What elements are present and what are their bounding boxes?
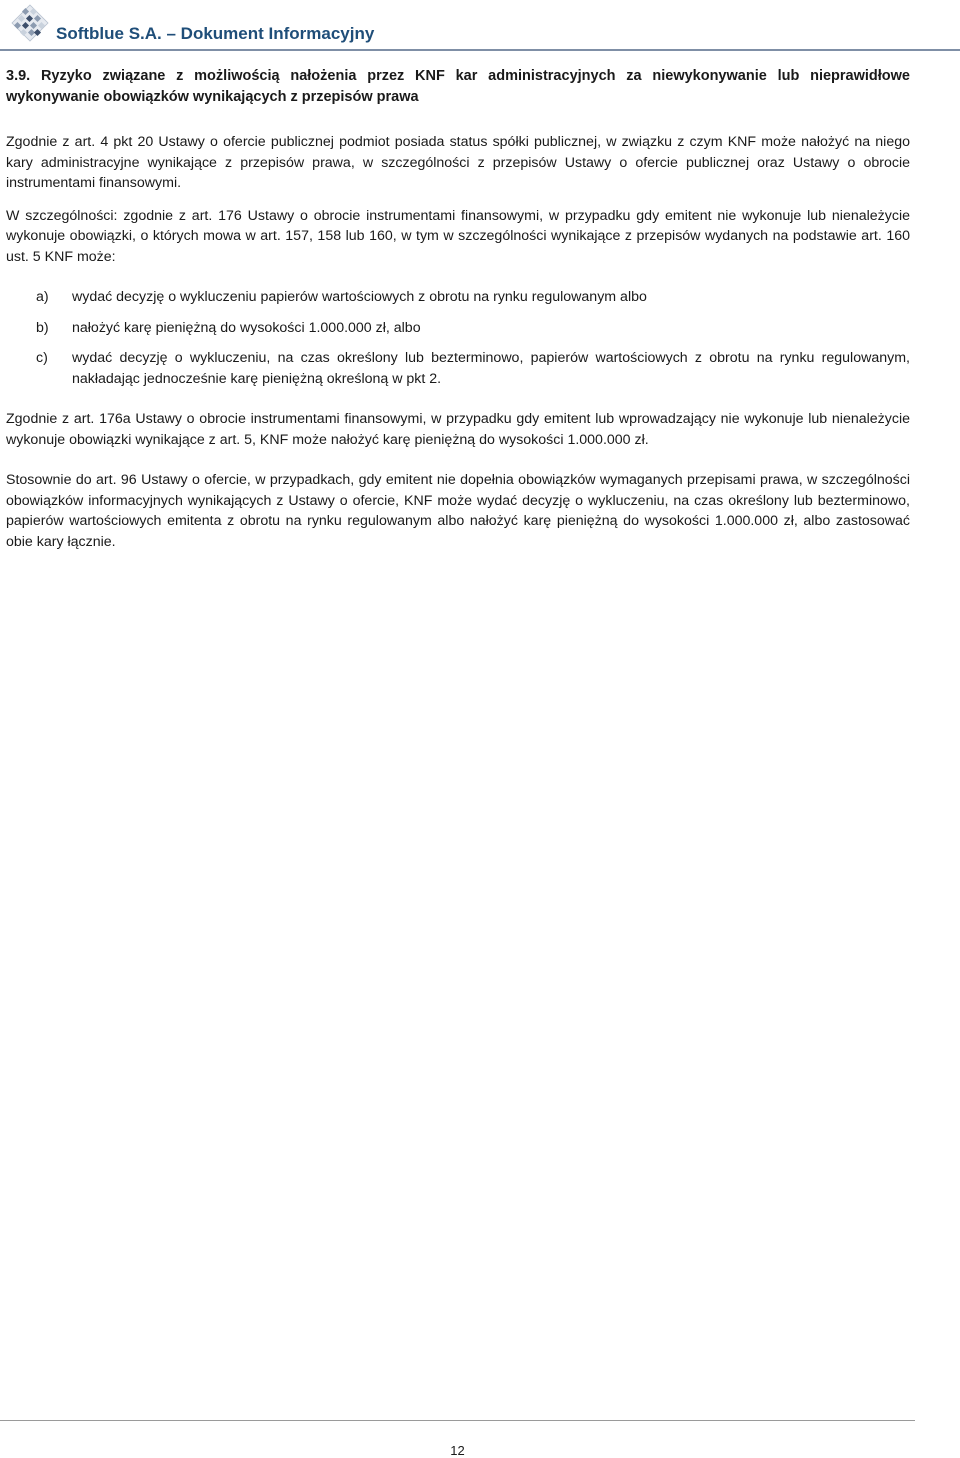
softblue-logo-icon: [10, 4, 50, 42]
paragraph: W szczególności: zgodnie z art. 176 Ustawy o obrocie instrumentami finansowymi, w przypadku gdy emitent nie wykonuje lub nienależycie wykonuje obowiązki, o których mowa w art. 157, 158 lub 160, w tym w szczególności wynikające z przepisów wydanych na podstawie art. 160 ust. 5 KNF może:: [6, 207, 910, 265]
list-item-label: a): [36, 289, 49, 305]
list-item: [6, 287, 910, 308]
paragraph: Zgodnie z art. 4 pkt 20 Ustawy o ofercie publicznej podmiot posiada status spółki publicznej, w związku z czym KNF może nałożyć na niego kary administracyjne wynikające z przepisów prawa, w szczególności z przepisów Ustawy o ofercie publicznej oraz Ustawy o obrocie instrumentami finansowymi.: [6, 134, 910, 191]
list-item-text: nałożyć karę pieniężną do wysokości 1.000.000 zł, albo: [72, 319, 421, 336]
header-divider: [0, 49, 960, 51]
page-number: 12: [450, 1443, 465, 1458]
paragraph: Zgodnie z art. 176a Ustawy o obrocie instrumentami finansowymi, w przypadku gdy emitent lub wprowadzający nie wykonuje lub nienależycie wykonuje obowiązki wynikające z art. 5, KNF może nałożyć karę pieniężną do wysokości 1.000.000 zł.: [6, 411, 910, 448]
list-item: [6, 348, 910, 389]
page-header: [0, 0, 960, 52]
list-item-text: wydać decyzję o wykluczeniu, na czas określony lub bezterminowo, papierów wartościowych z obrotu na rynku regulowanym, nakładając jednocześnie karę pieniężną określoną w pkt 2.: [72, 350, 910, 387]
paragraph: Stosownie do art. 96 Ustawy o ofercie, w przypadkach, gdy emitent nie dopełnia obowiązków wymaganych przepisami prawa, w szczególności obowiązków informacyjnych wynikających z Ustawy o ofercie, KNF może wydać decyzję o wykluczeniu, na czas określony lub bezterminowo, papierów wartościowych emitenta z obrotu na rynku regulowanym albo nałożyć karę pieniężną do wysokości 1.000.000 zł, albo zastosować obie kary łącznie.: [6, 472, 910, 550]
list-item-label: b): [36, 319, 49, 336]
section-heading: 3.9. Ryzyko związane z możliwością nałożenia przez KNF kar administracyjnych za niewykonywanie lub nieprawidłowe wykonywanie obowiązków wynikających z przepisów prawa: [6, 68, 910, 105]
list-item-text: wydać decyzję o wykluczeniu papierów wartościowych z obrotu na rynku regulowanym albo: [72, 289, 647, 305]
footer-divider: [0, 1420, 915, 1421]
document-title: Softblue S.A. – Dokument Informacyjny: [56, 24, 375, 43]
list-item-label: c): [36, 350, 48, 366]
list-item: [6, 318, 910, 339]
document-body: [6, 66, 910, 564]
